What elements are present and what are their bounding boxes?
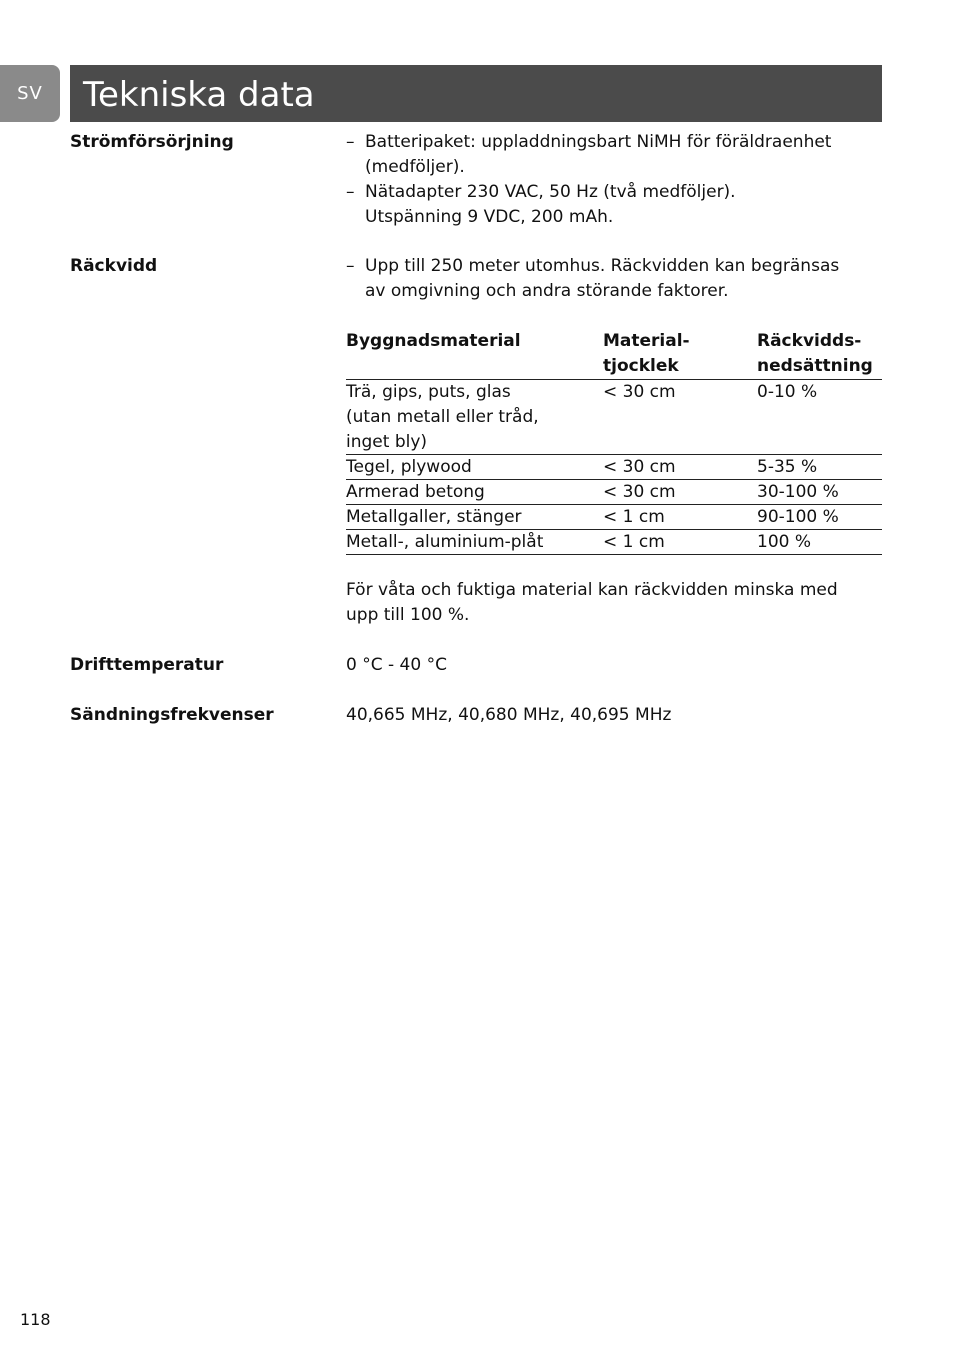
table-cell-reduction: 100 % xyxy=(757,532,812,552)
range-item xyxy=(346,254,882,304)
table-row xyxy=(346,480,882,505)
table-cell-material: Armerad betong xyxy=(346,482,485,502)
range-list xyxy=(346,254,882,304)
power-item-battery xyxy=(346,130,882,180)
frequencies-value: 40,665 MHz, 40,680 MHz, 40,695 MHz xyxy=(346,705,672,725)
power-item-adapter xyxy=(346,180,882,230)
temperature-value: 0 °C - 40 °C xyxy=(346,655,447,675)
table-row xyxy=(346,530,882,555)
power-item-text: Nätadapter 230 VAC, 50 Hz (två medföljer). Utspänning 9 VDC, 200 mAh. xyxy=(365,182,736,227)
table-row xyxy=(346,455,882,480)
table-cell-thickness: < 30 cm xyxy=(603,457,676,477)
range-note: För våta och fuktiga material kan räckvidden minska med upp till 100 %. xyxy=(346,580,838,625)
power-item-text: Batteripaket: uppladdningsbart NiMH för föräldraenhet (medföljer). xyxy=(365,132,832,177)
table-header-row xyxy=(346,329,882,380)
range-table xyxy=(346,329,882,555)
table-cell-material: Metall-, aluminium-plåt xyxy=(346,532,544,552)
dash-mark: – xyxy=(346,182,355,202)
table-cell-thickness: < 30 cm xyxy=(603,482,676,502)
table-cell-reduction: 30-100 % xyxy=(757,482,839,502)
title-bar xyxy=(70,65,882,122)
table-cell-thickness: < 1 cm xyxy=(603,532,665,552)
table-cell-thickness: < 1 cm xyxy=(603,507,665,527)
range-label: Räckvidd xyxy=(70,256,158,276)
table-cell-reduction: 90-100 % xyxy=(757,507,839,527)
table-cell-reduction: 5-35 % xyxy=(757,457,818,477)
page-number: 118 xyxy=(20,1310,51,1329)
table-row xyxy=(346,380,882,455)
table-row xyxy=(346,505,882,530)
table-header-material: Byggnadsmaterial xyxy=(346,331,521,351)
table-cell-material: Tegel, plywood xyxy=(346,457,472,477)
table-header-reduction: Räckvidds- nedsättning xyxy=(757,331,873,376)
dash-mark: – xyxy=(346,132,355,152)
table-cell-material: Trä, gips, puts, glas (utan metall eller tråd, inget bly) xyxy=(346,382,539,452)
language-tab: SV xyxy=(0,65,60,122)
frequencies-label: Sändningsfrekvenser xyxy=(70,705,274,725)
table-header-thickness: Material- tjocklek xyxy=(603,331,690,376)
power-label: Strömförsörjning xyxy=(70,132,234,152)
table-cell-material: Metallgaller, stänger xyxy=(346,507,522,527)
range-item-text: Upp till 250 meter utomhus. Räckvidden kan begränsas av omgivning och andra störande faktorer. xyxy=(365,256,840,301)
power-list xyxy=(346,130,882,230)
table-cell-thickness: < 30 cm xyxy=(603,382,676,402)
table-cell-reduction: 0-10 % xyxy=(757,382,818,402)
page-title: Tekniska data xyxy=(83,75,315,115)
temperature-label: Drifttemperatur xyxy=(70,655,224,675)
dash-mark: – xyxy=(346,256,355,276)
